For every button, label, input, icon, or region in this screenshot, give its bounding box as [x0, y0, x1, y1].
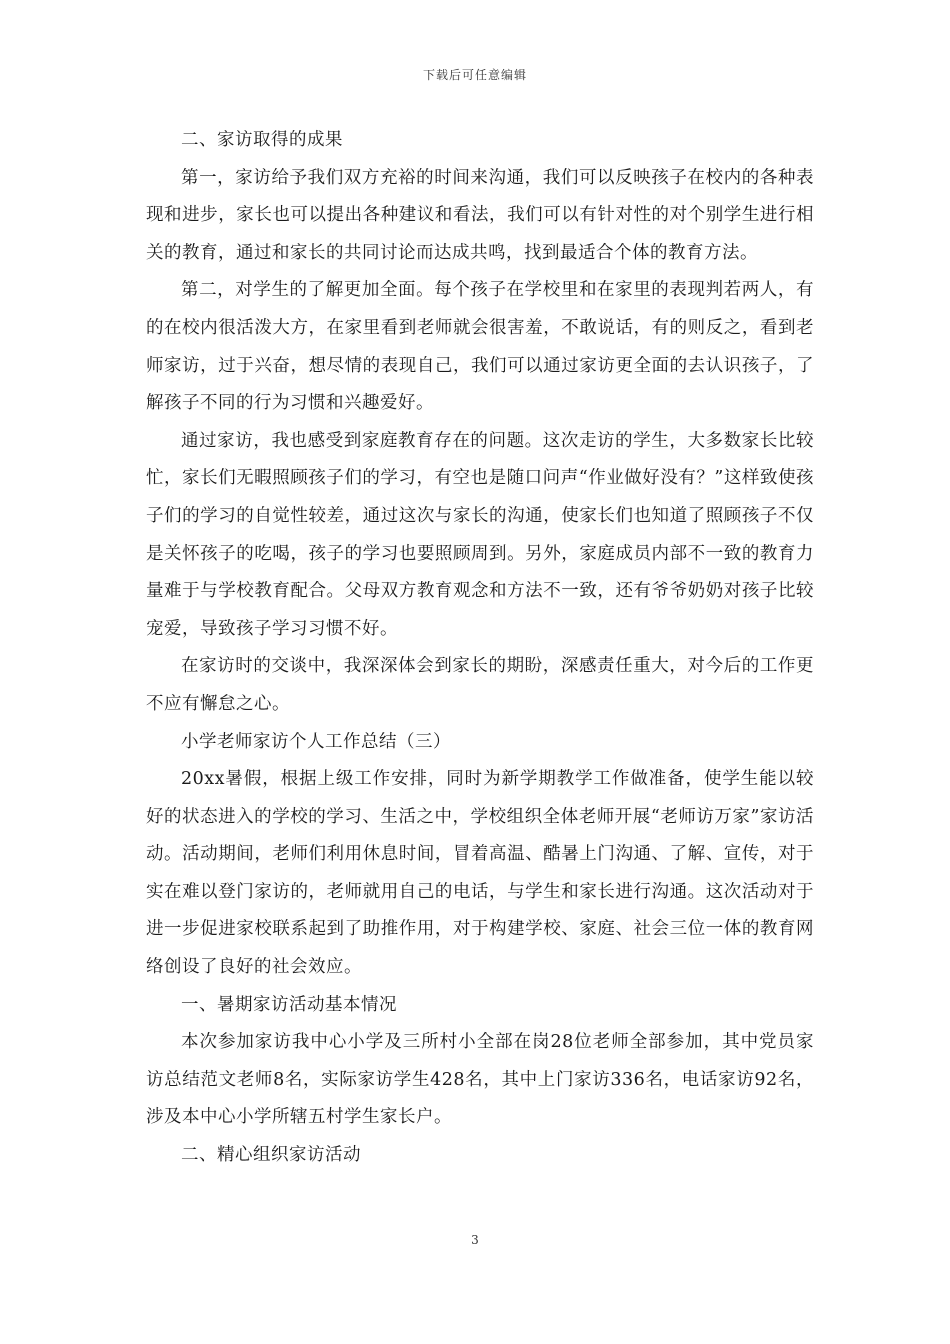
paragraph: 20xx暑假，根据上级工作安排，同时为新学期教学工作做准备，使学生能以较好的状态进入的学校的学习、生活之中，学校组织全体老师开展“老师访万家”家访活动。活动期间，老师们利用休息时间，冒着高温、酷暑上门沟通、了解、宣传，对于实在难以登门家访的，老师就用自己的电话，与学生和家长进行沟通。这次活动对于进一步促进家校联系起到了助推作用，对于构建学校、家庭、社会三位一体的教育网络创设了良好的社会效应。	[146, 769, 814, 978]
page-header: 下载后可任意编辑	[422, 68, 527, 82]
document-body	[146, 122, 814, 1175]
paragraph: 第二，对学生的了解更加全面。每个孩子在学校里和在家里的表现判若两人，有的在校内很活泼大方，在家里看到老师就会很害羞，不敢说话，有的则反之，看到老师家访，过于兴奋，想尽情的表现自己，我们可以通过家访更全面的去认识孩子，了解孩子不同的行为习惯和兴趣爱好。	[146, 280, 814, 414]
paragraph: 第一，家访给予我们双方充裕的时间来沟通，我们可以反映孩子在校内的各种表现和进步，家长也可以提出各种建议和看法，我们可以有针对性的对个别学生进行相关的教育，通过和家长的共同讨论而达成共鸣，找到最适合个体的教育方法。	[146, 167, 814, 263]
paragraph: 在家访时的交谈中，我深深体会到家长的期盼，深感责任重大，对今后的工作更不应有懈怠之心。	[146, 656, 814, 714]
paragraph: 本次参加家访我中心小学及三所村小全部在岗28位老师全部参加，其中党员家访总结范文老师8名，实际家访学生428名，其中上门家访336名，电话家访92名，涉及本中心小学所辖五村学生家长户。	[146, 1032, 814, 1128]
section-heading-overview: 一、暑期家访活动基本情况	[181, 994, 397, 1015]
section-heading-organization: 二、精心组织家访活动	[181, 1145, 361, 1166]
section-heading-results: 二、家访取得的成果	[181, 130, 343, 150]
paragraph: 通过家访，我也感受到家庭教育存在的问题。这次走访的学生，大多数家长比较忙，家长们无暇照顾孩子们的学习，有空也是随口问声“作业做好没有？”这样致使孩子们的学习的自觉性较差，通过这次与家长的沟通，使家长们也知道了照顾孩子不仅是关怀孩子的吃喝，孩子的学习也要照顾周到。另外，家庭成员内部不一致的教育力量难于与学校教育配合。父母双方教育观念和方法不一致，还有爷爷奶奶对孩子比较宠爱，导致孩子学习习惯不好。	[146, 430, 814, 639]
document-title: 小学老师家访个人工作总结（三）	[181, 731, 451, 752]
page-number: 3	[471, 1233, 479, 1247]
